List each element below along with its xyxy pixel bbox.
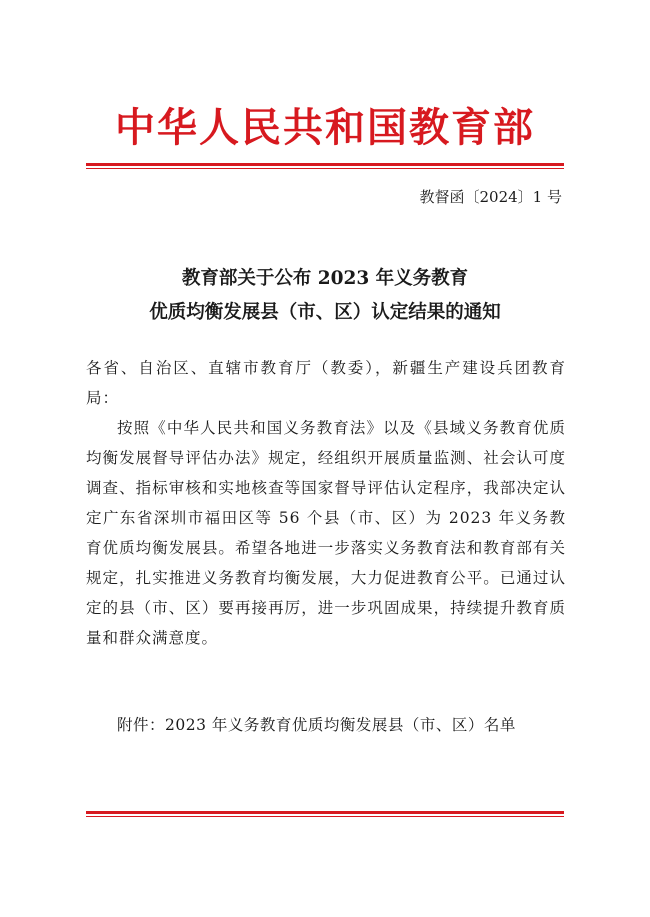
header-rule-thick (86, 163, 564, 166)
attachment-line: 附件：2023 年义务教育优质均衡发展县（市、区）名单 (117, 716, 516, 734)
title-line-2: 优质均衡发展县（市、区）认定结果的通知 (149, 302, 501, 323)
salutation: 各省、自治区、直辖市教育厅（教委），新疆生产建设兵团教育局： (86, 359, 566, 407)
body-paragraph: 按照《中华人民共和国义务教育法》以及《县域义务教育优质均衡发展督导评估办法》规定，经组织开展质量监测、社会认可度调查、指标审核和实地核查等国家督导评估认定程序，我部决定认定广东省深圳市福田区等 56 个县（市、区）为 2023 年义务教育优质均衡发展县。希望各地进一步落实义务教育法和教育部有关规定，扎实推进义务教育均衡发展，大力促进教育公平。已通过认定的县（市、区）要再接再厉，进一步巩固成果，持续提升教育质量和群众满意度。 (86, 419, 566, 647)
footer-rule-thin (86, 816, 564, 817)
issuer-masthead: 中华人民共和国教育部 (115, 104, 535, 151)
header-rule-thin (86, 168, 564, 169)
document-body (86, 353, 566, 653)
footer-rule-thick (86, 811, 564, 814)
document-title (0, 262, 650, 330)
title-line-1: 教育部关于公布 2023 年义务教育 (181, 268, 469, 289)
document-number: 教督函〔2024〕1 号 (419, 188, 562, 206)
